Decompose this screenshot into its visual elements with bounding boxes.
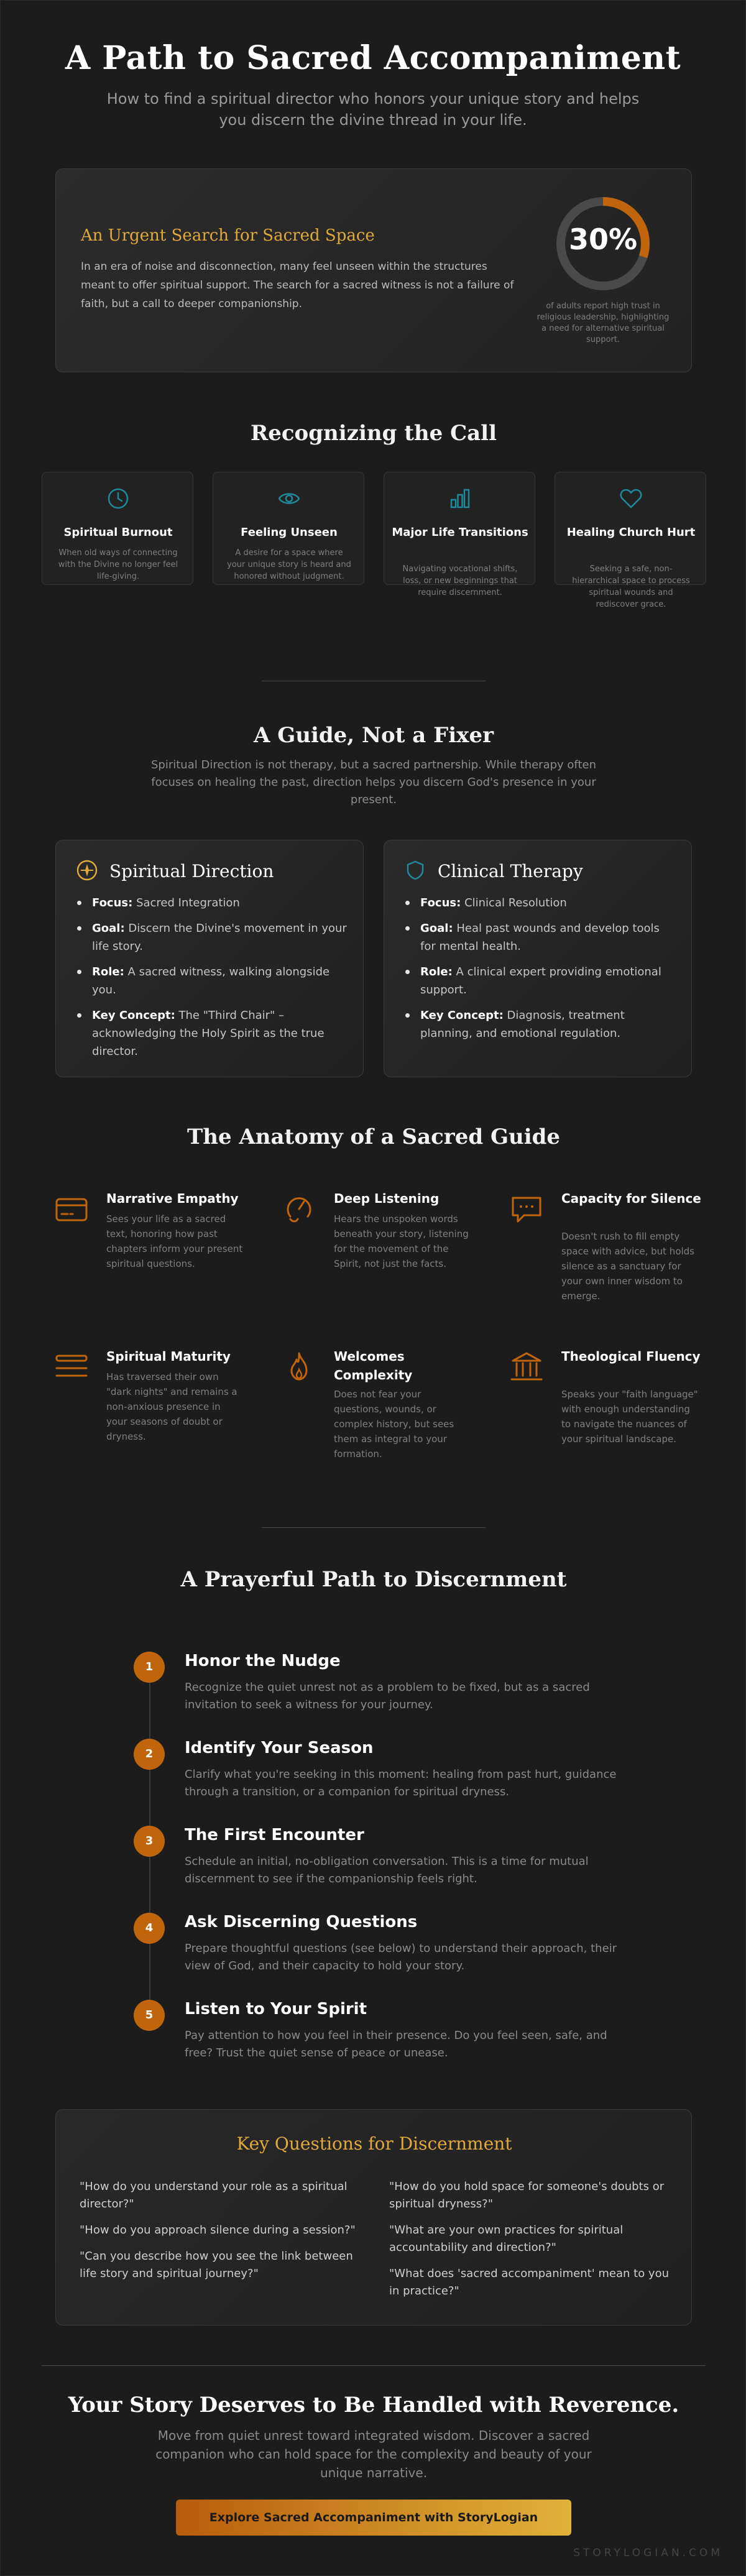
clinical-therapy-card <box>384 840 692 1077</box>
anatomy-item-welcomes-complexity <box>282 1347 481 1471</box>
page-title: A Path to Sacred Accompaniment <box>65 39 681 77</box>
call-card-text: Seeking a safe, non-hierarchical space to process spiritual wounds and rediscover grace. <box>572 564 690 609</box>
therapy-key-concept: Key Concept: Diagnosis, treatment planning, and emotional regulation. <box>404 1006 678 1042</box>
anatomy-text: Speaks your "faith language" with enough understanding to navigate the nuances of your spiritual landscape. <box>561 1389 698 1445</box>
section-divider <box>262 1527 486 1528</box>
anatomy-title: Deep Listening <box>334 1191 440 1206</box>
question-item: "How do you understand your role as a spiritual director?" <box>80 2180 348 2210</box>
anatomy-text: Sees your life as a sacred text, honoring how past chapters inform your present spiritual questions. <box>106 1213 243 1269</box>
step-text: Schedule an initial, no-obligation conversation. This is a time for mutual discernment to see if the companionship feels right. <box>185 1855 589 1885</box>
step-number: 2 <box>134 1739 165 1770</box>
anatomy-item-spiritual-maturity <box>54 1347 253 1459</box>
step-number: 5 <box>134 2000 165 2031</box>
urgent-title: An Urgent Search for Sacred Space <box>81 226 375 245</box>
anatomy-text: Has traversed their own "dark nights" and remains a non-anxious presence in your seasons of doubt or dryness. <box>106 1371 237 1442</box>
anatomy-title: Capacity for Silence <box>561 1191 701 1206</box>
call-card-text: When old ways of connecting with the Divine no longer feel life-giving. <box>58 548 178 581</box>
question-item: "How do you hold space for someone's doubts or spiritual dryness?" <box>389 2180 665 2210</box>
shield-icon <box>404 859 426 881</box>
anatomy-item-capacity-for-silence <box>509 1189 708 1313</box>
book-card-icon <box>54 1192 89 1226</box>
temple-icon <box>509 1350 544 1384</box>
step-number: 4 <box>134 1913 165 1944</box>
step-text: Pay attention to how you feel in their presence. Do you feel seen, safe, and free? Trust the quiet sense of peace or unease. <box>185 2029 607 2059</box>
guide-section-subtitle: Spiritual Direction is not therapy, but a sacred partnership. While therapy often focuses on healing the past, direction helps you discern God's presence in your present. <box>150 758 596 806</box>
path-section-title: A Prayerful Path to Discernment <box>180 1567 567 1592</box>
therapy-role: Role: A clinical expert providing emotional support. <box>404 963 678 999</box>
questions-title: Key Questions for Discernment <box>236 2133 512 2154</box>
direction-focus: Focus: Sacred Integration <box>76 894 349 912</box>
anatomy-section-title: The Anatomy of a Sacred Guide <box>186 1125 561 1149</box>
step-text: Clarify what you're seeking in this moment: healing from past hurt, guidance through a transition, or a companion for spiritual dryness. <box>185 1768 617 1798</box>
speech-bubble-icon <box>509 1192 544 1226</box>
call-card-title: Spiritual Burnout <box>63 526 173 539</box>
question-item: "What are your own practices for spiritual accountability and direction?" <box>389 2224 624 2254</box>
compass-icon <box>76 859 98 881</box>
urgent-card <box>55 168 692 372</box>
anatomy-text: Does not fear your questions, wounds, or complex history, but sees them as integral to your formation. <box>334 1389 454 1460</box>
anatomy-title: Welcomes Complexity <box>334 1349 413 1382</box>
anatomy-text: Hears the unspoken words beneath your story, listening for the movement of the Spirit, not just the facts. <box>334 1213 469 1269</box>
layers-icon <box>54 1350 89 1384</box>
call-card-healing <box>555 472 706 609</box>
question-item: "What does 'sacred accompaniment' mean to you in practice?" <box>389 2267 669 2298</box>
call-card-text: Navigating vocational shifts, loss, or new beginnings that require discernment. <box>402 564 518 597</box>
anatomy-item-theological-fluency <box>509 1347 708 1471</box>
therapy-list <box>404 894 678 1050</box>
anatomy-item-deep-listening <box>282 1189 481 1301</box>
call-card-transitions <box>384 472 535 597</box>
step-number: 3 <box>134 1826 165 1857</box>
anatomy-title: Narrative Empathy <box>106 1191 239 1206</box>
call-card-text: A desire for a space where your unique story is heard and honored without judgment. <box>227 548 351 581</box>
heart-icon <box>619 486 643 511</box>
hero <box>1 1 745 131</box>
urgent-body: In an era of noise and disconnection, many feel unseen within the structures meant to offer spiritual support. The search for a sacred witness is not a failure of faith, but a call to deeper companionship. <box>81 260 514 310</box>
stat-percentage: 30% <box>568 223 638 256</box>
guide-section-title: A Guide, Not a Fixer <box>253 723 494 748</box>
direction-title: Spiritual Direction <box>109 861 274 881</box>
anatomy-title: Spiritual Maturity <box>106 1349 231 1364</box>
call-card-title: Major Life Transitions <box>392 526 528 539</box>
anatomy-item-narrative-empathy <box>54 1189 253 1301</box>
step-number: 1 <box>134 1652 165 1683</box>
therapy-focus: Focus: Clinical Resolution <box>404 894 678 912</box>
question-item: "How do you approach silence during a session?" <box>80 2224 356 2237</box>
direction-goal: Goal: Discern the Divine's movement in your life story. <box>76 919 349 955</box>
anatomy-title: Theological Fluency <box>561 1349 701 1364</box>
questions-card <box>55 2109 692 2325</box>
step-title: The First Encounter <box>185 1826 364 1844</box>
therapy-title: Clinical Therapy <box>438 861 583 881</box>
direction-role: Role: A sacred witness, walking alongside you. <box>76 963 349 999</box>
step-title: Identify Your Season <box>185 1739 374 1757</box>
direction-list <box>76 894 349 1068</box>
call-card-unseen <box>213 472 364 585</box>
step-title: Listen to Your Spirit <box>185 2000 367 2018</box>
page-subtitle: How to find a spiritual director who honors your unique story and helps you discern the divine thread in your life. <box>106 90 640 129</box>
eye-icon <box>277 486 302 511</box>
brand-footer: STORYLOGIAN.COM <box>573 2547 723 2559</box>
cta-subtitle: Move from quiet unrest toward integrated wisdom. Discover a sacred companion who can hold space for the complexity and beauty of your unique narrative. <box>155 2428 592 2480</box>
clock-icon <box>106 486 131 511</box>
therapy-goal: Goal: Heal past wounds and develop tools for mental health. <box>404 919 678 955</box>
call-card-burnout <box>42 472 193 585</box>
spiritual-direction-card <box>55 840 364 1077</box>
ear-icon <box>282 1192 316 1226</box>
anatomy-text: Doesn't rush to fill empty space with advice, but holds silence as a sanctuary for your own inner wisdom to emerge. <box>561 1231 694 1302</box>
cta-title: Your Story Deserves to Be Handled with Reverence. <box>68 2393 679 2417</box>
bar-chart-icon <box>448 486 472 511</box>
call-card-title: Feeling Unseen <box>241 526 338 539</box>
step-title: Ask Discerning Questions <box>185 1913 418 1931</box>
step-text: Recognize the quiet unrest not as a problem to be fixed, but as a sacred invitation to seek a witness for your journey. <box>185 1681 590 1711</box>
direction-key-concept: Key Concept: The "Third Chair" – acknowledging the Holy Spirit as the true director. <box>76 1006 349 1060</box>
call-section-title: Recognizing the Call <box>250 421 497 446</box>
call-card-title: Healing Church Hurt <box>566 526 696 539</box>
step-text: Prepare thoughtful questions (see below) to understand their approach, their view of God, and their capacity to hold your story. <box>185 1942 617 1972</box>
flame-icon <box>282 1350 316 1384</box>
explore-cta-button[interactable]: Explore Sacred Accompaniment with StoryLogian <box>176 2500 571 2536</box>
stat-caption: of adults report high trust in religious leadership, highlighting a need for alternative spiritual support. <box>536 301 670 344</box>
footer-divider <box>42 2365 706 2366</box>
question-item: "Can you describe how you see the link between life story and spiritual journey?" <box>80 2250 353 2280</box>
step-title: Honor the Nudge <box>185 1652 341 1670</box>
